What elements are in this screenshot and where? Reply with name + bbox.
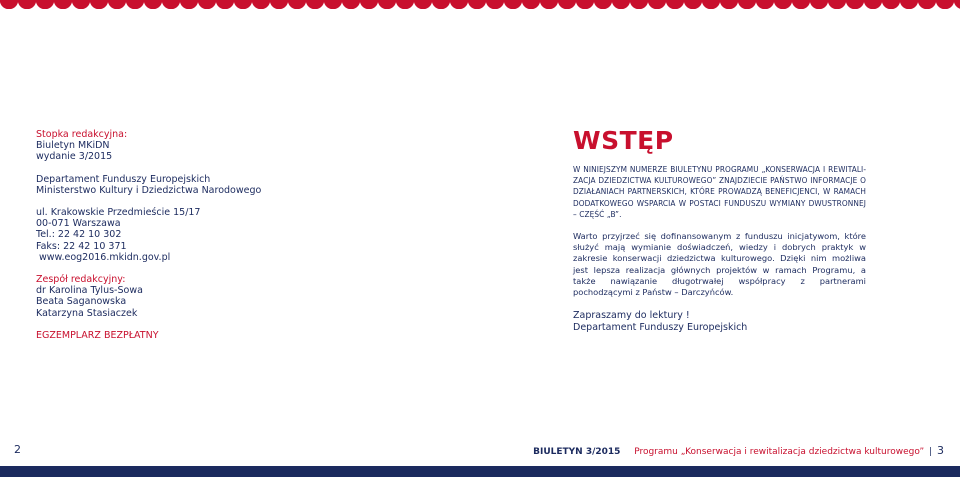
colophon-website-link[interactable]: www.eog2016.mkidn.gov.pl	[36, 251, 171, 263]
free-copy-note: EGZEMPLARZ BEZPŁATNY	[36, 329, 159, 341]
team-member: Beata Saganowska	[36, 296, 127, 308]
publication-name: BIULETYN 3/2015	[533, 447, 621, 457]
team-member: dr Karolina Tylus-Sowa	[36, 285, 143, 297]
program-name: Programu „Konserwacja i rewitalizacja dziedzictwa kulturowego”	[634, 447, 925, 457]
scalloped-top-border	[0, 0, 960, 9]
colophon-line: wydanie 3/2015	[36, 151, 113, 163]
colophon	[36, 129, 296, 341]
intro-title: WSTĘP	[573, 126, 674, 155]
colophon-address: 00-071 Warszawa	[36, 218, 121, 230]
colophon-line: Ministerstwo Kultury i Dziedzictwa Narodowego	[36, 184, 262, 196]
closing-signature: Departament Funduszy Europejskich	[573, 321, 748, 333]
colophon-fax: Faks: 22 42 10 371	[36, 240, 127, 252]
colophon-line: Biuletyn MKiDN	[36, 140, 110, 152]
closing-invite: Zapraszamy do lektury !	[573, 310, 690, 322]
page-number-left: 2	[14, 443, 21, 456]
bottom-bar	[0, 466, 960, 477]
team-heading: Zespół redakcyjny:	[36, 274, 126, 286]
footer-separator: |	[929, 447, 933, 457]
colophon-line: Departament Funduszy Europejskich	[36, 173, 211, 185]
intro-lead: W NINIEJSZYM NUMERZE BIULETYNU PROGRAMU „KONSERWACJA I REWITALIZACJA DZIEDZICTWA KULTUROWEGO” ZNAJDZIECIE PAŃSTWO INFORMACJE O DZIAŁANIACH PARTNERSKICH, KTÓRE PROWADZĄ BENEFICJENCI, W RAMACH DODATKOWEGO WSPARCIA W POSTACI FUNDUSZU WYMIANY DWUSTRONNEJ – CZĘŚĆ „B”.	[573, 164, 866, 219]
colophon-phone: Tel.: 22 42 10 302	[36, 229, 122, 241]
colophon-address: ul. Krakowskie Przedmieście 15/17	[36, 207, 201, 219]
intro-closing	[573, 310, 866, 333]
intro-body: Warto przyjrzeć się dofinansowanym z funduszu inicjatywom, które służyć mają wymianie doświadczeń, wiedzy i dobrych praktyk w zakresie konserwacji dziedzictwa kulturowego. Dzięki nim możliwa jest lepsza realizacja głównych projektów w ramach Programu, a także nawiązanie długotrwałej współpracy z partnerami pochodzącymi z Państw – Darczyńców.	[573, 231, 866, 298]
running-footer	[533, 444, 944, 457]
page-number-right: 3	[937, 444, 944, 457]
colophon-heading: Stopka redakcyjna:	[36, 129, 128, 140]
team-member: Katarzyna Stasiaczek	[36, 307, 138, 319]
introduction	[573, 126, 866, 333]
